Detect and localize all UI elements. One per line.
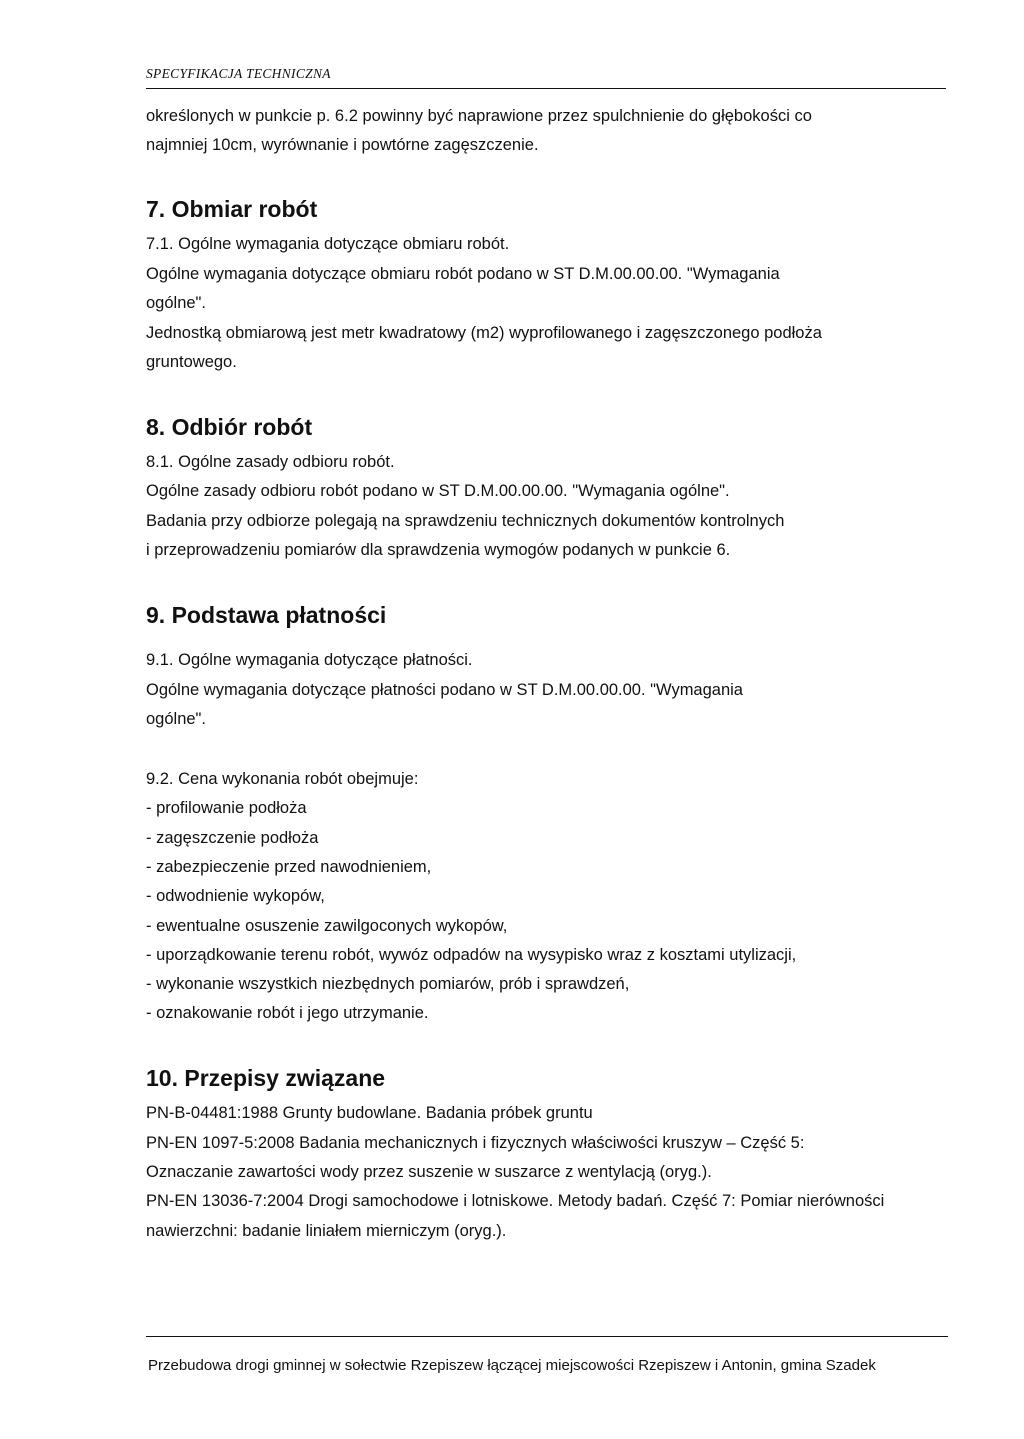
list-item: - zabezpieczenie przed nawodnieniem, bbox=[146, 858, 432, 876]
paragraph-line: PN-EN 1097-5:2008 Badania mechanicznych i fizycznych właściwości kruszyw – Część 5: bbox=[146, 1134, 805, 1152]
paragraph-line: Ogólne wymagania dotyczące obmiaru robót podano w ST D.M.00.00.00. "Wymagania bbox=[146, 265, 780, 283]
subsection-title: 9.2. Cena wykonania robót obejmuje: bbox=[146, 770, 419, 788]
footer-text: Przebudowa drogi gminnej w sołectwie Rzepiszew łączącej miejscowości Rzepiszew i Antonin, gmina Szadek bbox=[148, 1357, 876, 1374]
paragraph-line: gruntowego. bbox=[146, 353, 237, 371]
paragraph-line: ogólne". bbox=[146, 294, 206, 312]
document-header-title: SPECYFIKACJA TECHNICZNA bbox=[146, 66, 331, 81]
paragraph-line: Ogólne wymagania dotyczące płatności podano w ST D.M.00.00.00. "Wymagania bbox=[146, 681, 743, 699]
paragraph-line: określonych w punkcie p. 6.2 powinny być naprawione przez spulchnienie do głębokości co bbox=[146, 107, 812, 125]
paragraph-line: nawierzchni: badanie liniałem mierniczym (oryg.). bbox=[146, 1222, 507, 1240]
section-heading: 8. Odbiór robót bbox=[146, 414, 313, 440]
paragraph-line: Ogólne zasady odbioru robót podano w ST D.M.00.00.00. "Wymagania ogólne". bbox=[146, 482, 730, 500]
paragraph-line: Badania przy odbiorze polegają na sprawdzeniu technicznych dokumentów kontrolnych bbox=[146, 512, 785, 530]
list-item: - zagęszczenie podłoża bbox=[146, 829, 319, 847]
list-item: - uporządkowanie terenu robót, wywóz odpadów na wysypisko wraz z kosztami utylizacji, bbox=[146, 946, 797, 964]
paragraph-line: i przeprowadzeniu pomiarów dla sprawdzenia wymogów podanych w punkcie 6. bbox=[146, 541, 731, 559]
paragraph-line: najmniej 10cm, wyrównanie i powtórne zagęszczenie. bbox=[146, 136, 539, 154]
paragraph-line: Jednostką obmiarową jest metr kwadratowy (m2) wyprofilowanego i zagęszczonego podłoża bbox=[146, 324, 822, 342]
paragraph-line: ogólne". bbox=[146, 710, 206, 728]
subsection-title: 7.1. Ogólne wymagania dotyczące obmiaru robót. bbox=[146, 235, 510, 253]
list-item: - ewentualne osuszenie zawilgoconych wykopów, bbox=[146, 917, 508, 935]
paragraph-line: PN-EN 13036-7:2004 Drogi samochodowe i lotniskowe. Metody badań. Część 7: Pomiar nierówności bbox=[146, 1192, 885, 1210]
list-item: - oznakowanie robót i jego utrzymanie. bbox=[146, 1004, 429, 1022]
footer-divider bbox=[146, 1336, 948, 1337]
list-item: - profilowanie podłoża bbox=[146, 799, 307, 817]
subsection-title: 8.1. Ogólne zasady odbioru robót. bbox=[146, 453, 395, 471]
section-heading: 10. Przepisy związane bbox=[146, 1065, 386, 1091]
subsection-title: 9.1. Ogólne wymagania dotyczące płatności. bbox=[146, 651, 473, 669]
section-heading: 9. Podstawa płatności bbox=[146, 602, 387, 628]
list-item: - odwodnienie wykopów, bbox=[146, 887, 325, 905]
paragraph-line: Oznaczanie zawartości wody przez suszenie w suszarce z wentylacją (oryg.). bbox=[146, 1163, 712, 1181]
list-item: - wykonanie wszystkich niezbędnych pomiarów, prób i sprawdzeń, bbox=[146, 975, 630, 993]
header-divider bbox=[146, 88, 946, 89]
section-heading: 7. Obmiar robót bbox=[146, 196, 318, 222]
paragraph-line: PN-B-04481:1988 Grunty budowlane. Badania próbek gruntu bbox=[146, 1104, 593, 1122]
